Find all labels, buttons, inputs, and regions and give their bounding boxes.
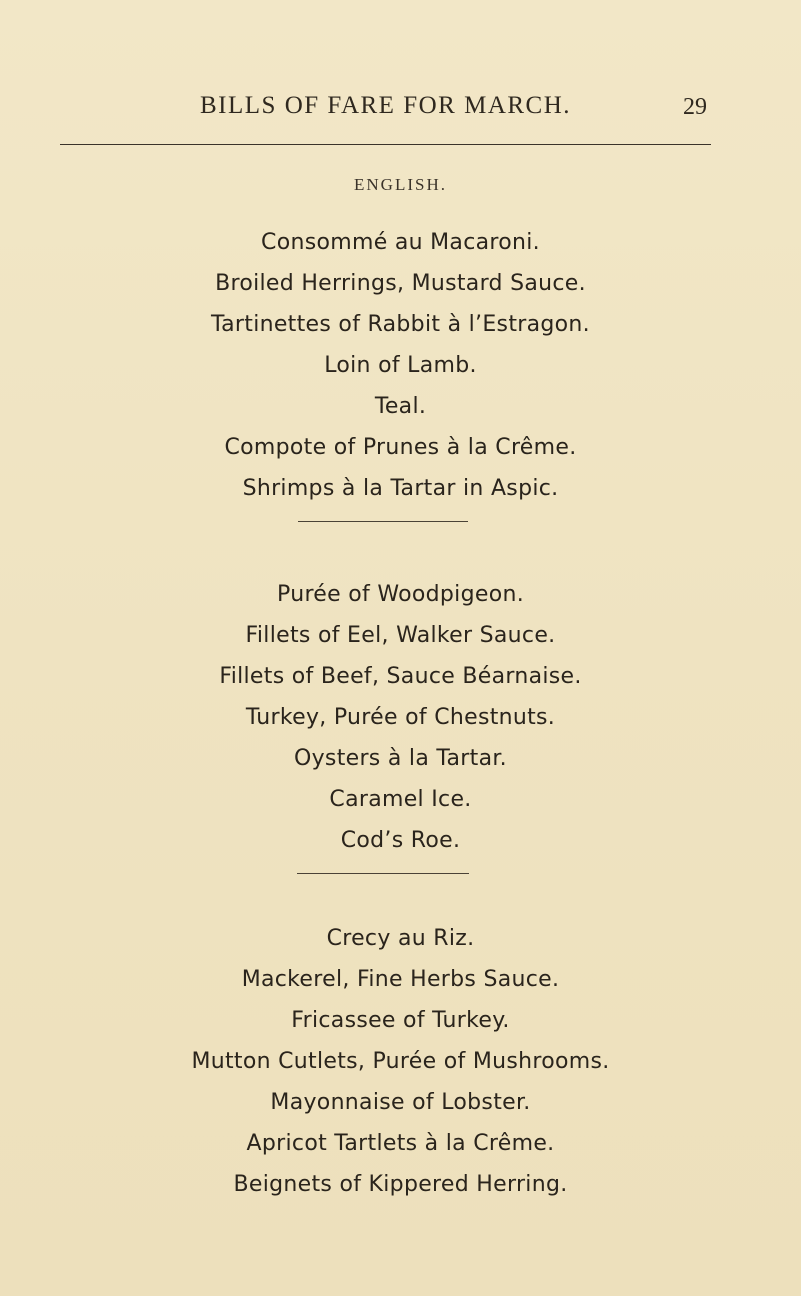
- menu-item: Crecy au Riz.: [326, 926, 475, 951]
- menu-item: Mutton Cutlets, Purée of Mushrooms.: [191, 1049, 610, 1074]
- menu-item: Apricot Tartlets à la Crême.: [246, 1131, 555, 1156]
- running-header: [0, 92, 801, 132]
- menu-item: Tartinettes of Rabbit à l’Estragon.: [211, 312, 590, 337]
- bill-of-fare-3: [0, 918, 801, 1205]
- menu-item: Caramel Ice.: [329, 787, 472, 812]
- bill-of-fare-1: [0, 222, 801, 509]
- menu-item: Mayonnaise of Lobster.: [270, 1090, 531, 1115]
- page-title: BILLS OF FARE FOR MARCH.: [200, 92, 572, 119]
- menu-item: Fricassee of Turkey.: [291, 1008, 510, 1033]
- menu-divider: [297, 873, 469, 874]
- menu-item: Beignets of Kippered Herring.: [233, 1172, 568, 1197]
- menu-item: Fillets of Beef, Sauce Béarnaise.: [219, 664, 582, 689]
- menu-item: Consommé au Macaroni.: [261, 230, 540, 255]
- menu-item: Turkey, Purée of Chestnuts.: [245, 705, 556, 730]
- menu-item: Purée of Woodpigeon.: [277, 582, 524, 607]
- menu-item: Mackerel, Fine Herbs Sauce.: [241, 967, 560, 992]
- menu-item: Shrimps à la Tartar in Aspic.: [242, 476, 559, 501]
- menu-item: Cod’s Roe.: [340, 828, 461, 853]
- page-number: 29: [683, 94, 707, 120]
- bill-of-fare-2: [0, 574, 801, 861]
- section-label: ENGLISH.: [354, 175, 447, 194]
- header-rule: [60, 144, 711, 145]
- menu-item: Oysters à la Tartar.: [294, 746, 507, 771]
- menu-divider: [298, 521, 468, 522]
- menu-item: Compote of Prunes à la Crême.: [224, 435, 577, 460]
- menu-item: Loin of Lamb.: [324, 353, 477, 378]
- menu-item: Broiled Herrings, Mustard Sauce.: [215, 271, 586, 296]
- menu-item: Fillets of Eel, Walker Sauce.: [245, 623, 556, 648]
- menu-item: Teal.: [374, 394, 427, 419]
